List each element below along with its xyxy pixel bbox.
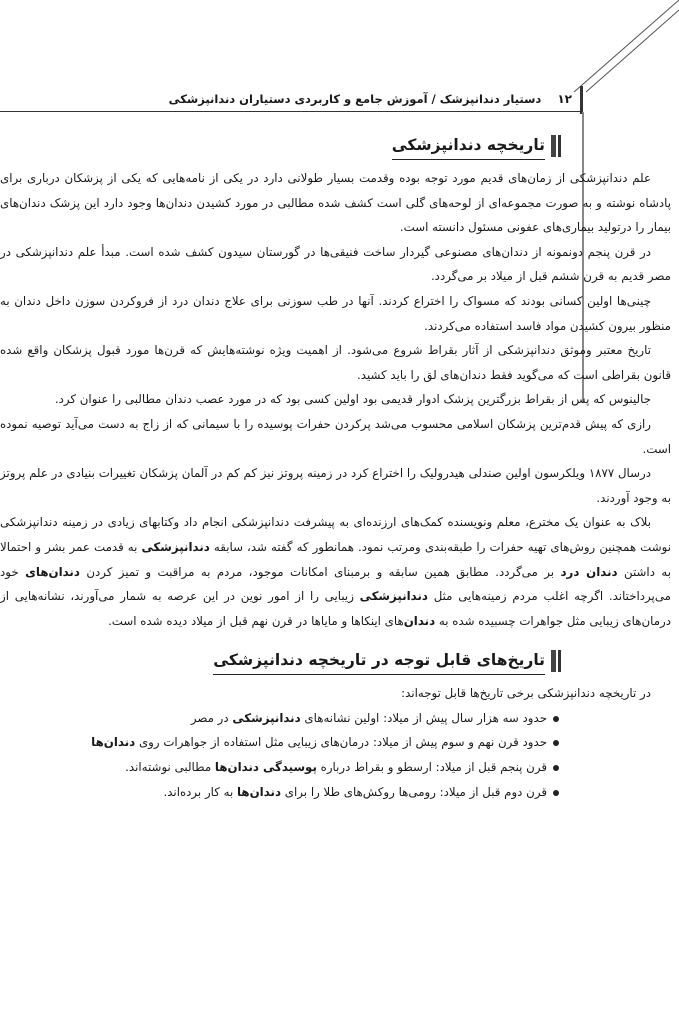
list-item (0, 706, 559, 731)
text-run: به قدمت عمر بشر و احتمالا به داشتن (0, 539, 671, 579)
text-run: خود می‌پرداختاند. اگرچه اغلب مردم زمینه‌هایی مثل (0, 564, 671, 604)
section-heading-dates (0, 647, 671, 675)
text-run: تاریخ معتبر وموثق دندانپزشکی از آثار بقراط شروع می‌شود. از اهمیت ویژه نوشته‌هایش که قرن‌ها مورد قبول پزشکان واقع شده قانون بقراطی است که می‌گوید فقط دندان‌های لق را باید کشید. (0, 343, 671, 382)
bold-term: دندان‌های (25, 564, 80, 579)
bold-term: دندانپزشکی (359, 589, 428, 604)
paragraph (0, 387, 671, 412)
header-rule-tab (580, 86, 583, 114)
paragraph (0, 240, 671, 289)
list-item (0, 780, 559, 805)
running-header (0, 86, 580, 112)
text-run: علم دندانپزشکی از زمان‌های قدیم مورد توجه بوده وقدمت بسیار طولانی دارد در یکی از نامه‌هایی که یکی از پزشکان درباری برای پادشاه نوشته و به صورت مجموعه‌ای از لوحه‌های گلی است کشف شده مطالبی در مورد کشیدن دندان‌ها وجود دارد این پزشک دندان‌های بیمار را درتولید بیماری‌های عفونی مسئول دانسته است. (0, 171, 671, 235)
bold-term: دندانپزشکی (141, 539, 210, 554)
section-title: تاریخ‌های قابل توجه در تاریخچه دندانپزشکی (213, 647, 545, 675)
heading-marker (551, 135, 561, 157)
section-title: تاریخچه دندانپزشکی (392, 132, 545, 160)
list-item (0, 730, 559, 755)
text-run: قرن دوم قبل از میلاد: رومی‌ها روکش‌های طلا را برای (281, 784, 547, 799)
text-run: حدود قرن نهم و سوم پیش از میلاد: درمان‌های زیبایی مثل استفاده از جواهرات روی (135, 735, 547, 750)
running-title: دستیار دندانپزشک / آموزش جامع و کاربردی دستیاران دندانپزشکی (168, 91, 542, 106)
paragraph (0, 510, 671, 633)
heading-marker (551, 650, 561, 672)
text-run: بلاک به عنوان یک مخترع، معلم ونویسنده کمک‌های ارزنده‌ای به پیشرفت دندانپزشکی انجام داد وکتابهای زیادی در زمینه دندانپزشکی نوشت همچنین روش‌های تهیه حفرات را طبقه‌بندی ومرتب نمود. همانطور که گفته شد، سابقه (0, 515, 672, 554)
paragraph (0, 166, 671, 240)
section-heading-history (0, 132, 671, 160)
page-content (0, 132, 671, 804)
text-run: زیبایی را از امور نوین در این عرصه به شمار می‌آورند، نشانه‌هایی از درمان‌های زیبایی مثل جواهرات چسبیده شده به (0, 589, 671, 628)
text-run: ‌های اینکاها و مایاها در قرن نهم قبل از میلاد دیده شده است. (108, 613, 404, 628)
list-item (0, 755, 559, 780)
bold-term: دندان درد (560, 564, 618, 579)
text-run: بر می‌گردد. مطابق همین سابقه و برمبنای امکانات موجود، مردم به مراقبت و تمیز کردن (79, 564, 561, 579)
dates-intro: در تاریخچه دندانپزشکی برخی تاریخ‌ها قابل توجه‌اند: (401, 686, 651, 701)
bold-term: دندان (403, 613, 436, 628)
text-run: جالینوس که پس از بقراط بزرگترین پزشک ادوار قدیمی بود اولین کسی بود که در مورد عصب دندان مطالبی را عنوان کرد. (54, 392, 651, 407)
text-run: به کار برده‌اند. (163, 784, 237, 799)
text-run: قرن پنجم قبل از میلاد: ارسطو و بقراط درباره (316, 760, 547, 775)
history-paragraphs (0, 166, 671, 633)
bold-term: دندان‌ها (91, 735, 136, 750)
text-run: حدود سه هزار سال پیش از میلاد: اولین نشانه‌های (300, 710, 547, 725)
dates-list (0, 706, 671, 804)
text-run: در قرن پنجم دونمونه از دندان‌های مصنوعی گیردار ساخت فنیقی‌ها در گورستان سیدون کشف شده است. مبدأ علم دندانپزشکی در مصر قدیم به قرن ششم قبل از میلاد بر می‌گردد. (0, 244, 671, 284)
paragraph (0, 461, 671, 510)
text-run: رازی که پیش قدم‌ترین پزشکان اسلامی محسوب می‌شد پرکردن حفرات پوسیده را با سیمانی که از زاج به دست می‌آید توصیه نموده است. (0, 416, 671, 456)
text-run: درسال ۱۸۷۷ ویلکرسون اولین صندلی هیدرولیک را اختراع کرد در زمینه پروتز نیز کم کم در آلمان پزشکان تغییرات بنیادی در علم پروتز به وجود آوردند. (0, 466, 671, 505)
text-run: چینی‌ها اولین کسانی بودند که مسواک را اختراع کردند. آنها در طب سوزنی برای علاج دندان درد از فروکردن سوزن داخل دندان به منظور بیرون کشیدن مواد فاسد استفاده می‌کردند. (0, 293, 671, 333)
paragraph (0, 338, 671, 387)
bold-term: دندانپزشکی (232, 710, 301, 725)
bold-term: دندان‌ها (236, 784, 282, 799)
paragraph (0, 289, 671, 338)
bold-term: پوسیدگی دندان‌ها (214, 760, 317, 775)
paragraph (0, 412, 671, 461)
text-run: در مصر (190, 710, 233, 725)
page-number: ۱۲ (557, 91, 572, 106)
text-run: مطالبی نوشته‌اند. (125, 760, 215, 775)
